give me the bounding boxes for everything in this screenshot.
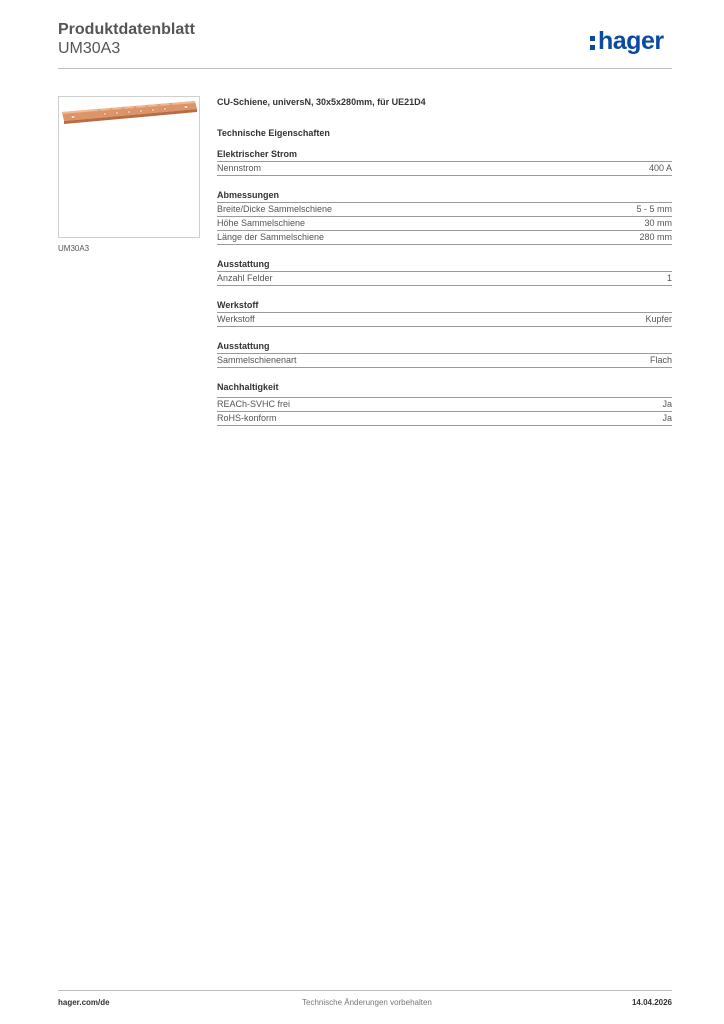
spec-label: Anzahl Felder	[217, 273, 273, 283]
spec-value: Flach	[649, 355, 672, 365]
spec-value: 5 - 5 mm	[636, 204, 672, 214]
spec-value: 30 mm	[644, 218, 672, 228]
footer-disclaimer: Technische Änderungen vorbehalten	[302, 998, 432, 1007]
spec-value: Ja	[662, 413, 672, 423]
copper-busbar-image	[59, 97, 201, 239]
spec-value: Kupfer	[645, 314, 672, 324]
spec-group-elektrischer-strom	[217, 148, 672, 176]
spec-row	[217, 231, 672, 245]
product-image-frame	[58, 96, 200, 238]
spec-group-nachhaltigkeit	[217, 381, 672, 426]
spec-value: Ja	[662, 399, 672, 409]
spec-group-ausstattung	[217, 258, 672, 286]
spec-group-ausstattung-2	[217, 340, 672, 368]
spec-label: Länge der Sammelschiene	[217, 232, 325, 242]
spec-group-werkstoff	[217, 299, 672, 327]
header-divider	[58, 68, 672, 69]
footer-date: 14.04.2026	[631, 998, 672, 1007]
spec-group-title: Nachhaltigkeit	[217, 381, 672, 398]
spec-row	[217, 162, 672, 176]
spec-row	[217, 272, 672, 286]
spec-row	[217, 217, 672, 231]
spec-row	[217, 354, 672, 368]
spec-row	[217, 398, 672, 412]
spec-label: Breite/Dicke Sammelschiene	[217, 204, 333, 214]
spec-group-title: Werkstoff	[217, 299, 672, 313]
section-heading: Technische Eigenschaften	[217, 128, 330, 138]
spec-group-title: Elektrischer Strom	[217, 148, 672, 162]
spec-group-title: Abmessungen	[217, 189, 672, 203]
spec-row	[217, 313, 672, 327]
spec-label: RoHS-konform	[217, 413, 277, 423]
spec-label: Höhe Sammelschiene	[217, 218, 306, 228]
footer-website: hager.com/de	[58, 998, 110, 1007]
spec-value: 1	[666, 273, 672, 283]
product-name: CU-Schiene, universN, 30x5x280mm, für UE21D4	[217, 97, 426, 107]
spec-label: Nennstrom	[217, 163, 262, 173]
spec-content	[217, 96, 672, 426]
spec-value: 400 A	[648, 163, 672, 173]
image-caption: UM30A3	[58, 244, 90, 253]
product-code: UM30A3	[58, 40, 121, 57]
spec-group-abmessungen	[217, 189, 672, 245]
hager-logo	[590, 28, 674, 58]
spec-group-title: Ausstattung	[217, 258, 672, 272]
logo-text: hager	[598, 27, 664, 55]
spec-label: REACh-SVHC frei	[217, 399, 291, 409]
footer-divider	[58, 990, 672, 991]
spec-value: 280 mm	[639, 232, 672, 242]
logo-dots-icon	[590, 36, 596, 52]
spec-label: Werkstoff	[217, 314, 255, 324]
spec-row	[217, 412, 672, 426]
spec-label: Sammelschienenart	[217, 355, 297, 365]
spec-row	[217, 203, 672, 217]
page-title: Produktdatenblatt	[58, 21, 195, 38]
spec-group-title: Ausstattung	[217, 340, 672, 354]
